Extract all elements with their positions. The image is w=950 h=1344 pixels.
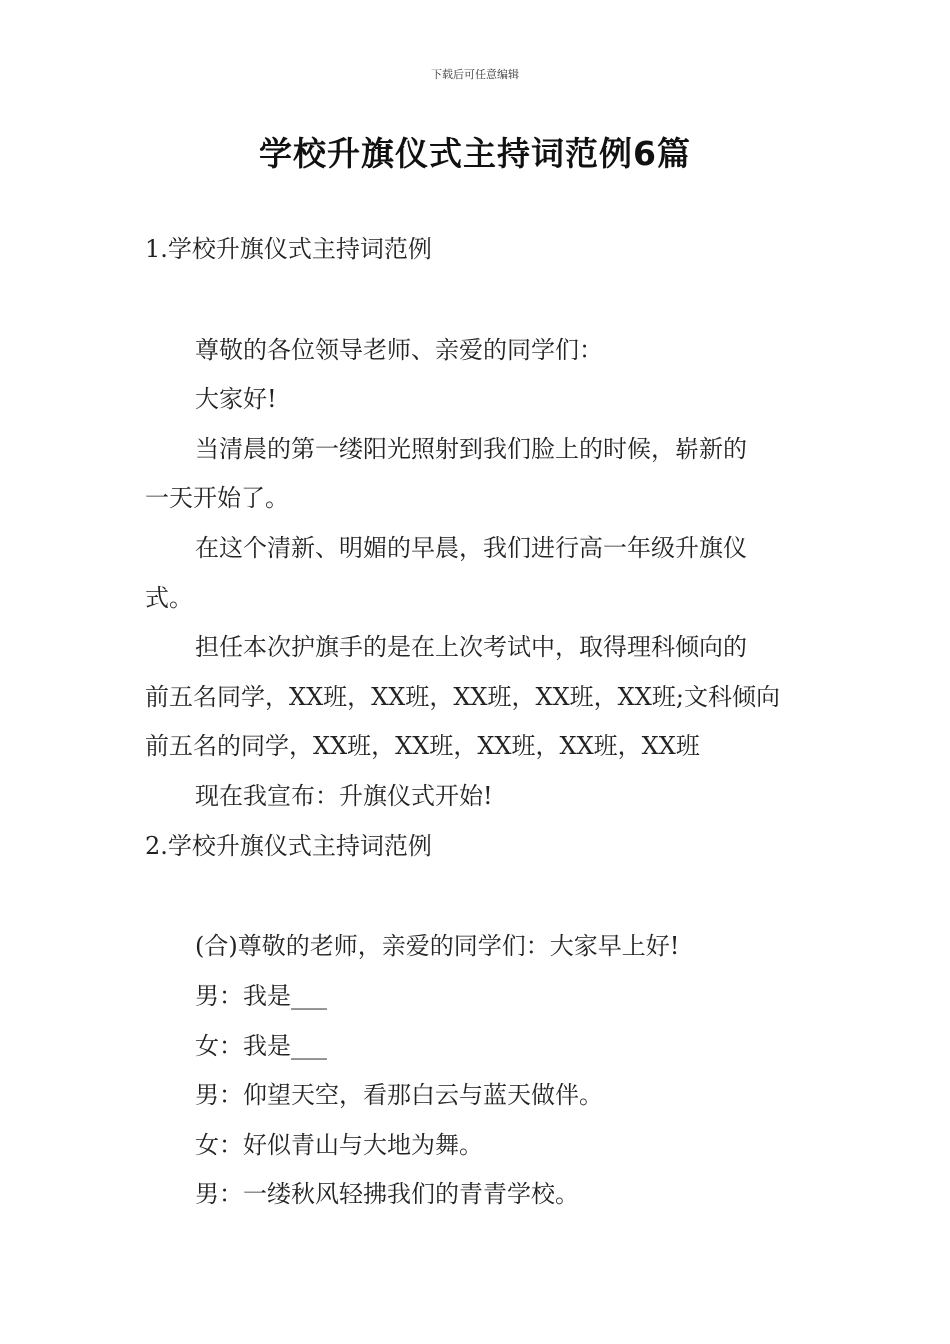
paragraph-line: 在这个清新、明媚的早晨，我们进行高一年级升旗仪: [195, 534, 747, 562]
paragraph-line: 担任本次护旗手的是在上次考试中，取得理科倾向的: [195, 633, 747, 661]
paragraph-line: 式。: [145, 584, 193, 612]
page-header-note: 下载后可任意编辑: [431, 68, 519, 81]
paragraph-line: (合)尊敬的老师，亲爱的同学们：大家早上好!: [195, 932, 680, 960]
paragraph-line: 女：我是___: [195, 1032, 327, 1060]
paragraph-line: 男：仰望天空，看那白云与蓝天做伴。: [195, 1081, 603, 1109]
paragraph-line: 一天开始了。: [145, 484, 289, 512]
paragraph-line: 前五名同学，XX班，XX班，XX班，XX班，XX班;文科倾向: [145, 683, 780, 711]
paragraph-line: 当清晨的第一缕阳光照射到我们脸上的时候，崭新的: [195, 435, 747, 463]
paragraph-line: 男：一缕秋风轻拂我们的青青学校。: [195, 1180, 579, 1208]
section-heading-2: 2.学校升旗仪式主持词范例: [145, 832, 432, 860]
paragraph-line: 现在我宣布：升旗仪式开始!: [195, 782, 493, 810]
paragraph-line: 大家好!: [195, 385, 277, 413]
page-title: 学校升旗仪式主持词范例6篇: [259, 134, 691, 173]
paragraph-line: 男：我是___: [195, 982, 327, 1010]
paragraph-line: 尊敬的各位领导老师、亲爱的同学们：: [195, 336, 603, 364]
paragraph-line: 前五名的同学，XX班，XX班，XX班，XX班，XX班: [145, 732, 700, 760]
section-heading-1: 1.学校升旗仪式主持词范例: [145, 235, 432, 263]
paragraph-line: 女：好似青山与大地为舞。: [195, 1131, 483, 1159]
